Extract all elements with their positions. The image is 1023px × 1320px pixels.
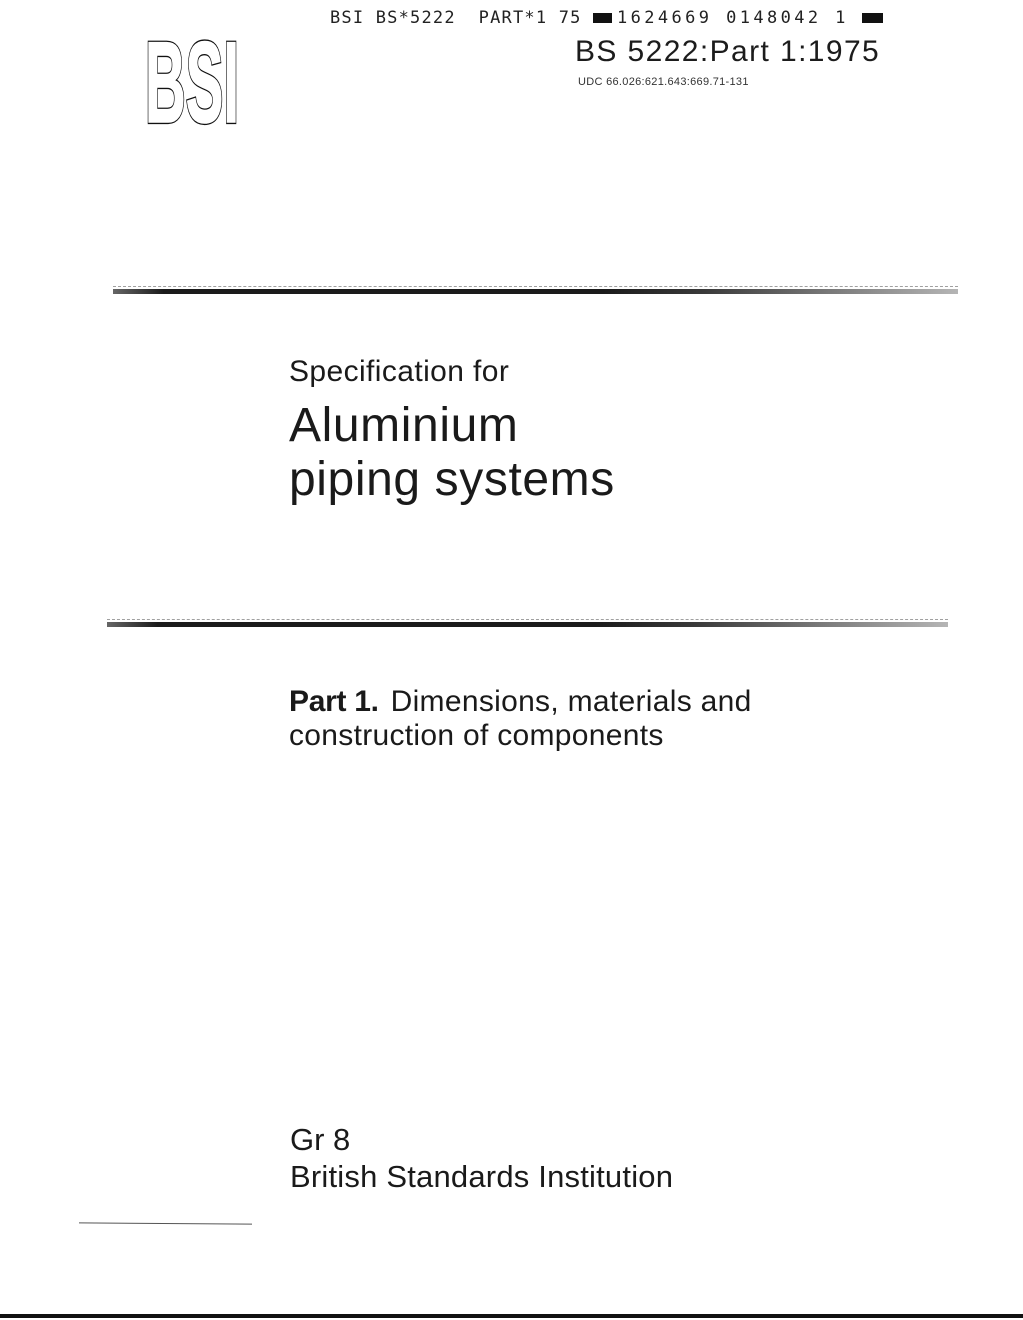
- standard-number: BS 5222:Part 1:1975: [575, 35, 881, 68]
- title-line-2: piping systems: [289, 453, 615, 506]
- header-black-block: [593, 13, 612, 23]
- udc-code: UDC 66.026:621.643:669.71-131: [578, 76, 749, 88]
- header-code-middle: 1624669 0148042 1: [617, 8, 849, 28]
- title-intro: Specification for: [289, 355, 510, 388]
- logo-lettering-inner: BSI: [145, 38, 239, 126]
- title-line-1: Aluminium: [289, 399, 519, 452]
- scan-mark-line: [79, 1222, 252, 1224]
- logo-lettering-outer: BSI: [145, 38, 239, 126]
- header-black-block: [862, 13, 883, 23]
- upper-rule: [113, 289, 958, 294]
- part-label: Part 1.: [289, 685, 379, 718]
- part-heading-line-1: [289, 687, 752, 717]
- bsi-logo: [143, 38, 241, 126]
- publisher-name: British Standards Institution: [290, 1159, 674, 1194]
- page-bottom-edge: [0, 1314, 1023, 1318]
- part-title-line-2: construction of components: [289, 719, 664, 752]
- price-grade: Gr 8: [290, 1122, 351, 1157]
- lower-rule: [107, 622, 948, 627]
- part-title-line-1: Dimensions, materials and: [390, 685, 752, 718]
- header-code-left: BSI BS*5222 PART*1 75: [330, 8, 582, 28]
